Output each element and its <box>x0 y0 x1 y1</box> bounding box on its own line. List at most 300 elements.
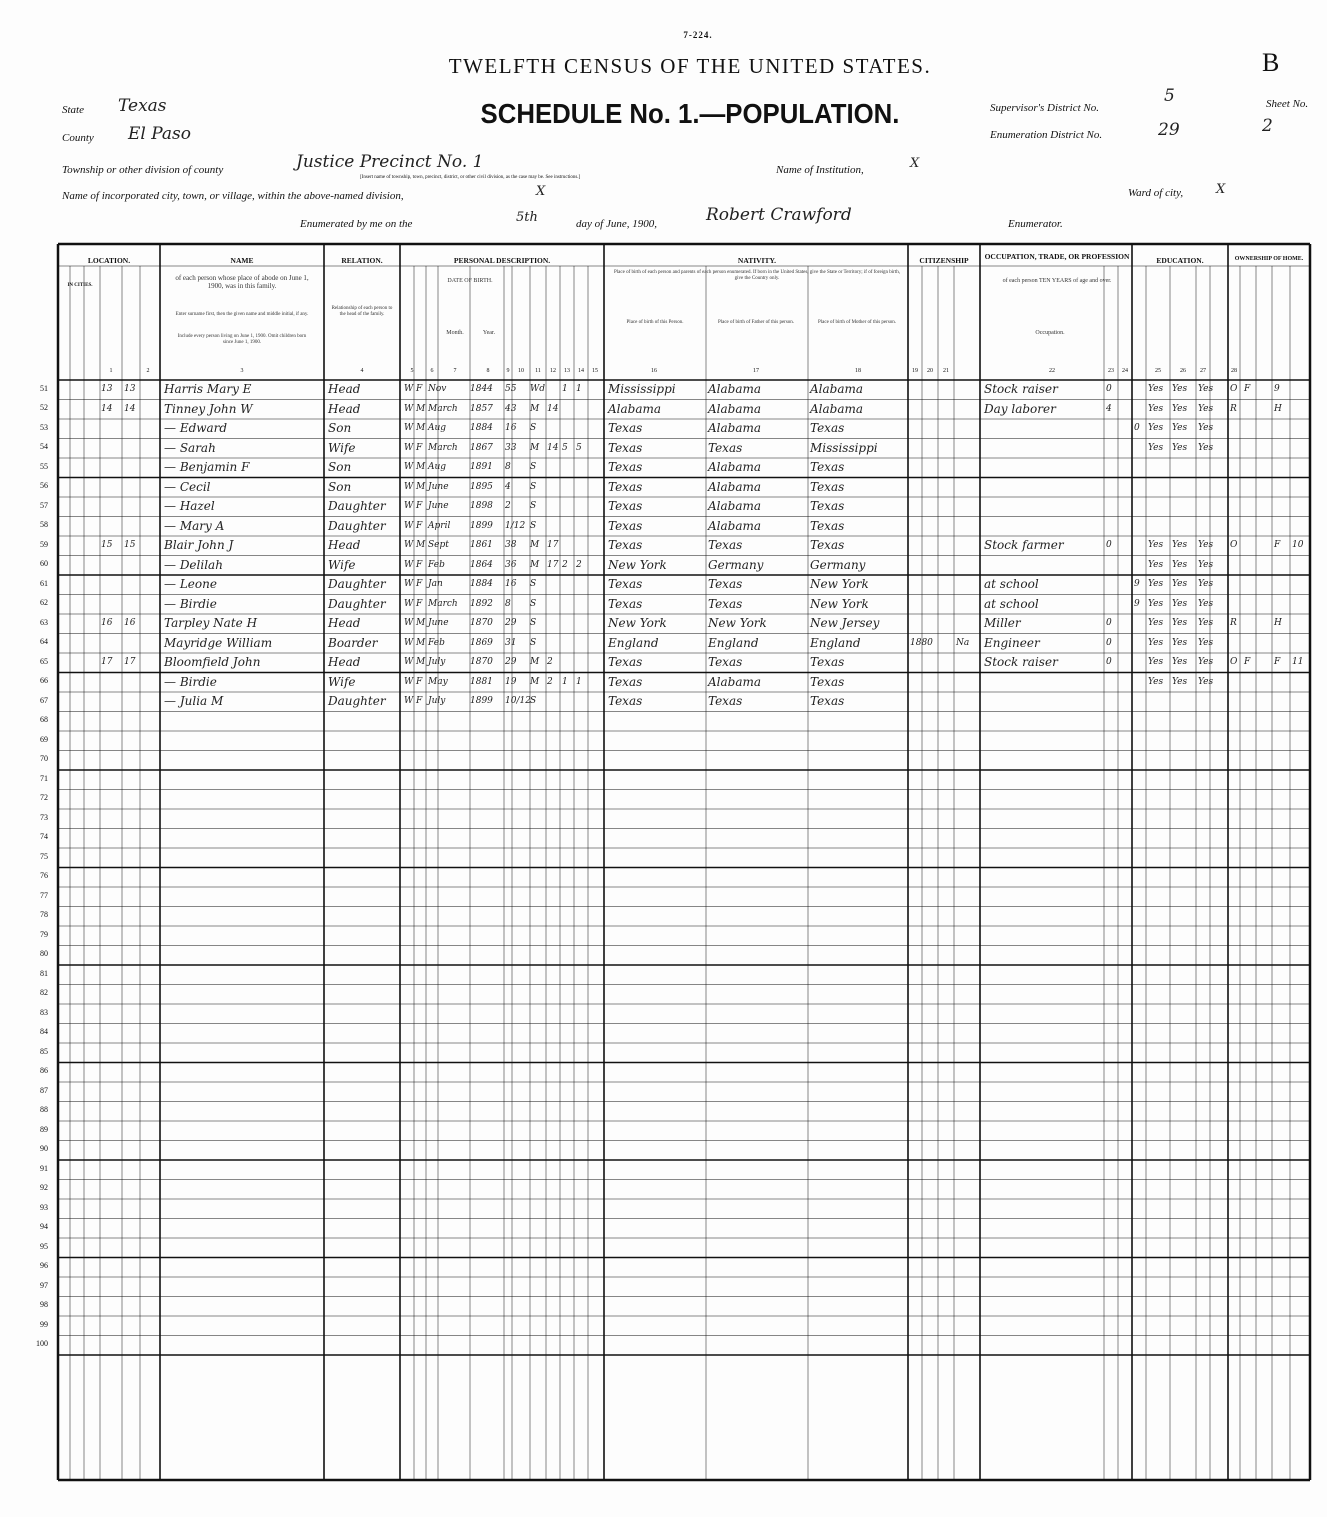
mother-birth-place: England <box>810 635 861 650</box>
column-number: 11 <box>535 368 541 374</box>
column-number: 20 <box>927 368 933 374</box>
father-birth-place: Texas <box>708 440 743 455</box>
can-write: Yes <box>1172 559 1188 570</box>
father-birth-place: Alabama <box>708 499 762 513</box>
color: W <box>404 501 414 511</box>
mother-birth-place: Texas <box>810 538 845 552</box>
marital-status: M <box>530 540 540 550</box>
birth-place: New York <box>608 557 667 572</box>
family-number: 14 <box>124 403 136 414</box>
birth-father-header: Place of birth of Father of this person. <box>717 320 795 325</box>
age: 2 <box>505 501 511 511</box>
occupation: at school <box>984 577 1039 591</box>
can-write: Yes <box>1172 540 1188 550</box>
sex: F <box>416 579 423 589</box>
father-birth-place: Texas <box>708 655 743 669</box>
birth-year: 1884 <box>470 423 493 433</box>
can-read: Yes <box>1148 559 1164 570</box>
months-school: 9 <box>1134 579 1140 589</box>
father-birth-place: Texas <box>708 577 743 591</box>
can-read: Yes <box>1148 423 1164 433</box>
relation: Son <box>328 421 352 435</box>
birth-place: Texas <box>608 460 643 474</box>
column-number: 13 <box>564 368 570 374</box>
birth-place: England <box>608 635 659 650</box>
occupation: Day laborer <box>984 401 1056 416</box>
farm-schedule-number: 10 <box>1292 540 1304 550</box>
age: 31 <box>505 637 517 648</box>
free-mortgaged: F <box>1244 384 1251 394</box>
line-number: 60 <box>40 559 48 569</box>
mother-birth-place: Texas <box>810 499 845 513</box>
mother-birth-place: New York <box>810 596 869 611</box>
sex: F <box>416 696 423 706</box>
line-number: 98 <box>40 1300 48 1310</box>
color: W <box>404 442 414 453</box>
occupation-subheader: of each person TEN YEARS of age and over. <box>1002 278 1112 284</box>
age: 16 <box>505 423 517 433</box>
line-number: 94 <box>40 1222 48 1232</box>
line-number: 68 <box>40 715 48 725</box>
years-married: 14 <box>547 403 559 414</box>
can-write: Yes <box>1172 442 1188 453</box>
column-number: 14 <box>578 368 584 374</box>
birth-year: 1899 <box>470 696 493 706</box>
color: W <box>404 540 414 550</box>
marital-status: M <box>530 657 540 667</box>
birth-place: Mississippi <box>608 382 676 396</box>
months-unemployed: 0 <box>1106 384 1112 394</box>
marital-status: M <box>530 676 540 687</box>
father-birth-place: Germany <box>708 557 764 572</box>
occupation: at school <box>984 596 1039 611</box>
line-number: 75 <box>40 851 48 861</box>
mother-birth-place: Texas <box>810 655 845 669</box>
sex: F <box>416 442 423 453</box>
township-value: Justice Precinct No. 1 <box>296 152 484 172</box>
can-write: Yes <box>1172 403 1188 414</box>
dwelling-number: 16 <box>101 618 113 628</box>
person-name: — Hazel <box>164 499 215 513</box>
speaks-english: Yes <box>1198 559 1214 570</box>
birth-month: June <box>428 618 449 628</box>
relation: Daughter <box>328 577 386 591</box>
speaks-english: Yes <box>1198 384 1214 394</box>
column-number: 23 <box>1108 368 1114 374</box>
mother-birth-place: Texas <box>810 460 845 474</box>
birth-place: Texas <box>608 421 643 435</box>
marital-status: S <box>530 618 537 628</box>
color: W <box>404 520 414 531</box>
birth-year: 1898 <box>470 501 493 511</box>
relation: Head <box>328 616 361 630</box>
line-number: 57 <box>40 500 48 510</box>
family-number: 13 <box>124 384 136 394</box>
color: W <box>404 598 414 609</box>
birth-place: Alabama <box>608 401 662 416</box>
line-number: 58 <box>40 520 48 530</box>
name-header: NAME <box>230 256 254 265</box>
relation: Head <box>328 538 361 552</box>
age: 19 <box>505 676 517 687</box>
birth-month: March <box>428 442 458 453</box>
owned-rented: R <box>1230 403 1237 414</box>
sex: F <box>416 676 423 687</box>
line-number: 61 <box>40 578 48 588</box>
birth-month: Jan <box>428 579 443 589</box>
sex: M <box>416 462 426 472</box>
can-read: Yes <box>1148 618 1164 628</box>
day-label: day of June, 1900, <box>576 218 657 230</box>
line-number: 85 <box>40 1046 48 1056</box>
marital-status: Wd <box>530 384 546 394</box>
enumerated-day: 5th <box>516 210 538 225</box>
birth-person-header: Place of birth of this Person. <box>626 320 684 325</box>
line-number: 83 <box>40 1007 48 1017</box>
mother-birth-place: Texas <box>810 694 845 708</box>
person-name: — Mary A <box>164 518 225 533</box>
institution-value: X <box>910 156 920 171</box>
birth-year: 1881 <box>470 676 493 687</box>
marital-status: S <box>530 637 537 648</box>
children-living: 1 <box>576 676 582 687</box>
person-name: — Delilah <box>164 557 223 572</box>
children-born: 1 <box>562 384 568 394</box>
birth-place: Texas <box>608 596 643 611</box>
column-number: 15 <box>592 368 598 374</box>
birth-month: March <box>428 403 458 414</box>
dwelling-number: 14 <box>101 403 113 414</box>
months-school: 9 <box>1134 598 1140 609</box>
marital-status: S <box>530 520 537 531</box>
relation: Son <box>328 460 352 474</box>
line-number: 88 <box>40 1105 48 1115</box>
nativity-header: NATIVITY. <box>737 256 777 265</box>
sheet-no-label: Sheet No. <box>1266 98 1309 110</box>
birth-month: Feb <box>428 637 445 648</box>
line-number: 86 <box>40 1066 48 1076</box>
speaks-english: Yes <box>1198 618 1214 628</box>
birth-year: 1867 <box>470 442 493 453</box>
years-married: 17 <box>547 540 559 550</box>
marital-status: S <box>530 579 537 589</box>
farm-house: F <box>1274 540 1281 550</box>
person-name: Tarpley Nate H <box>164 616 258 630</box>
color: W <box>404 423 414 433</box>
enumeration-value: 29 <box>1158 120 1180 140</box>
farm-house: 9 <box>1274 384 1280 394</box>
birth-year: 1895 <box>470 481 493 492</box>
birth-year: 1884 <box>470 579 493 589</box>
relation: Daughter <box>328 596 386 611</box>
months-school: 0 <box>1134 423 1140 433</box>
father-birth-place: Alabama <box>708 401 762 416</box>
family-number: 17 <box>124 657 136 667</box>
father-birth-place: England <box>708 635 759 650</box>
owned-rented: R <box>1230 618 1237 628</box>
father-birth-place: Alabama <box>708 460 762 474</box>
column-number: 8 <box>486 368 490 374</box>
can-write: Yes <box>1172 657 1188 667</box>
occupation-header: OCCUPATION, TRADE, OR PROFESSION <box>984 252 1130 261</box>
ward-value: X <box>1216 182 1226 197</box>
person-name: Tinney John W <box>164 401 253 416</box>
column-number: 18 <box>855 368 861 374</box>
marital-status: S <box>530 462 537 472</box>
person-name: — Leone <box>164 577 217 591</box>
line-number: 78 <box>40 910 48 920</box>
relation: Son <box>328 479 352 494</box>
line-number: 66 <box>40 676 48 686</box>
form-number: 7-224. <box>683 30 713 40</box>
person-name: Mayridge William <box>164 635 273 650</box>
can-write: Yes <box>1172 579 1188 589</box>
marital-status: M <box>530 559 540 570</box>
enumerator-label: Enumerator. <box>1008 218 1063 230</box>
children-living: 1 <box>576 384 582 394</box>
can-read: Yes <box>1148 676 1164 687</box>
birth-month: July <box>428 657 446 667</box>
owned-rented: O <box>1230 384 1238 394</box>
years-married: 2 <box>547 657 553 667</box>
marital-status: S <box>530 598 537 609</box>
occupation: Stock raiser <box>984 655 1058 669</box>
person-name: Bloomfield John <box>164 655 261 669</box>
birth-month: June <box>428 501 449 511</box>
personal-description-header: PERSONAL DESCRIPTION. <box>453 256 551 265</box>
line-number: 59 <box>40 539 48 549</box>
mother-birth-place: Germany <box>810 557 866 572</box>
birth-place: Texas <box>608 479 643 494</box>
birth-month: March <box>428 598 458 609</box>
relation: Daughter <box>328 499 386 513</box>
months-unemployed: 0 <box>1106 618 1112 628</box>
birth-month: June <box>428 481 449 492</box>
marital-status: S <box>530 696 537 706</box>
relation: Wife <box>328 557 356 572</box>
mother-birth-place: Texas <box>810 479 845 494</box>
line-number: 71 <box>40 773 48 783</box>
relation: Daughter <box>328 694 386 708</box>
can-read: Yes <box>1148 657 1164 667</box>
column-number: 5 <box>410 368 414 374</box>
color: W <box>404 696 414 706</box>
county-value: El Paso <box>128 124 192 144</box>
color: W <box>404 403 414 414</box>
birth-year: 1864 <box>470 559 493 570</box>
name-note-2: Include every person living on June 1, 1900. Omit children born since June 1, 1900. <box>177 334 307 345</box>
can-write: Yes <box>1172 423 1188 433</box>
relation: Daughter <box>328 518 386 533</box>
line-number: 62 <box>40 598 48 608</box>
color: W <box>404 384 414 394</box>
line-number: 96 <box>40 1261 48 1271</box>
marital-status: S <box>530 501 537 511</box>
sex: M <box>416 618 426 628</box>
free-mortgaged: F <box>1244 657 1251 667</box>
person-name: — Edward <box>164 421 228 435</box>
birth-month: Nov <box>428 384 447 394</box>
line-number: 52 <box>40 403 48 413</box>
mother-birth-place: Texas <box>810 674 845 689</box>
farm-house: F <box>1274 657 1281 667</box>
relation: Wife <box>328 674 356 689</box>
relation-header: RELATION. <box>341 256 383 265</box>
sex: F <box>416 520 423 531</box>
nativity-subheader: Place of birth of each person and parents of each person enumerated. If born in the United States, give the State or Territory; if of foreign birth, give the Country only. <box>614 270 900 281</box>
father-birth-place: Texas <box>708 694 743 708</box>
mother-birth-place: New Jersey <box>810 616 880 630</box>
person-name: — Benjamin F <box>164 460 250 474</box>
line-number: 89 <box>40 1124 48 1134</box>
line-number: 54 <box>40 442 48 452</box>
occupation-column-header: Occupation. <box>1035 330 1065 336</box>
supervisor-value: 5 <box>1164 86 1175 106</box>
birth-place: Texas <box>608 655 643 669</box>
father-birth-place: Alabama <box>708 518 762 533</box>
father-birth-place: Alabama <box>708 421 762 435</box>
owned-rented: O <box>1230 657 1238 667</box>
marital-status: M <box>530 442 540 453</box>
relation: Wife <box>328 440 356 455</box>
line-number: 70 <box>40 754 48 764</box>
birth-year: 1892 <box>470 598 493 609</box>
township-note: [Insert name of township, town, precinct, district, or other civil division, as the case may be. See instructions.] <box>360 175 581 180</box>
year-header: Year. <box>482 330 496 336</box>
occupation: Engineer <box>984 635 1040 650</box>
ward-label: Ward of city, <box>1128 187 1184 199</box>
column-number: 9 <box>506 368 510 374</box>
age: 8 <box>505 462 511 472</box>
relation-subheader: Relationship of each person to the head of the family. <box>331 306 393 317</box>
birth-month: Feb <box>428 559 445 570</box>
citizenship-header: CITIZENSHIP <box>919 256 969 265</box>
speaks-english: Yes <box>1198 657 1214 667</box>
occupation: Stock farmer <box>984 538 1064 552</box>
birth-month: Sept <box>428 540 449 550</box>
birth-place: Texas <box>608 440 643 455</box>
enumerated-label: Enumerated by me on the <box>300 218 413 230</box>
line-number: 51 <box>40 383 48 393</box>
line-number: 56 <box>40 481 48 491</box>
months-unemployed: 4 <box>1106 403 1112 414</box>
sex: M <box>416 637 426 648</box>
age: 29 <box>505 657 517 667</box>
mother-birth-place: Texas <box>810 518 845 533</box>
line-number: 99 <box>40 1319 48 1329</box>
column-number: 4 <box>360 368 364 374</box>
sex: M <box>416 403 426 414</box>
column-number: 26 <box>1180 368 1186 374</box>
person-name: — Sarah <box>164 440 216 455</box>
mother-birth-place: Texas <box>810 421 845 435</box>
color: W <box>404 559 414 570</box>
can-read: Yes <box>1148 403 1164 414</box>
birth-place: Texas <box>608 577 643 591</box>
birth-month: July <box>428 696 446 706</box>
name-note-1: Enter surname first, then the given name and middle initial, if any. <box>175 312 309 317</box>
line-number: 84 <box>40 1027 48 1037</box>
marital-status: M <box>530 403 540 414</box>
sex: F <box>416 501 423 511</box>
speaks-english: Yes <box>1198 676 1214 687</box>
column-number: 2 <box>146 368 150 374</box>
line-number: 79 <box>40 929 48 939</box>
farm-house: H <box>1274 403 1282 414</box>
color: W <box>404 462 414 472</box>
line-number: 72 <box>40 793 48 803</box>
immigration-year: 1880 <box>910 637 933 648</box>
children-living: 5 <box>576 442 582 453</box>
color: W <box>404 637 414 648</box>
column-number: 19 <box>912 368 918 374</box>
sex: M <box>416 423 426 433</box>
line-number: 77 <box>40 890 48 900</box>
occupation: Stock raiser <box>984 382 1058 396</box>
speaks-english: Yes <box>1198 598 1214 609</box>
person-name: — Birdie <box>164 674 217 689</box>
column-number: 1 <box>109 368 113 374</box>
can-write: Yes <box>1172 618 1188 628</box>
father-birth-place: Alabama <box>708 382 762 396</box>
birth-month: April <box>428 520 451 531</box>
line-number: 93 <box>40 1202 48 1212</box>
column-number: 17 <box>753 368 759 374</box>
birth-place: Texas <box>608 674 643 689</box>
line-number: 64 <box>40 637 48 647</box>
person-name: — Cecil <box>164 479 211 494</box>
date-of-birth-header: DATE OF BIRTH. <box>447 278 493 284</box>
children-living: 2 <box>576 559 582 570</box>
age: 4 <box>505 481 511 492</box>
owned-rented: O <box>1230 540 1238 550</box>
years-married: 17 <box>547 559 559 570</box>
marital-status: S <box>530 423 537 433</box>
birth-place: Texas <box>608 518 643 533</box>
column-number: 6 <box>430 368 434 374</box>
mother-birth-place: Mississippi <box>810 440 878 455</box>
schedule-title: SCHEDULE No. 1.—POPULATION. <box>480 98 900 129</box>
column-number: 21 <box>943 368 949 374</box>
birth-month: Aug <box>428 423 447 433</box>
age: 29 <box>505 618 517 628</box>
column-number: 22 <box>1049 368 1055 374</box>
column-number: 3 <box>240 368 244 374</box>
dwelling-number: 17 <box>101 657 113 667</box>
can-read: Yes <box>1148 442 1164 453</box>
speaks-english: Yes <box>1198 637 1214 648</box>
supervisor-label: Supervisor's District No. <box>990 102 1099 114</box>
line-number: 76 <box>40 871 48 881</box>
can-write: Yes <box>1172 637 1188 648</box>
naturalization: Na <box>956 637 970 648</box>
mother-birth-place: New York <box>810 577 869 591</box>
line-number: 69 <box>40 734 48 744</box>
line-number: 63 <box>40 617 48 627</box>
relation: Boarder <box>328 635 378 650</box>
line-number: 92 <box>40 1183 48 1193</box>
birth-year: 1869 <box>470 637 493 648</box>
birth-month: Aug <box>428 462 447 472</box>
state-label: State <box>62 104 84 116</box>
months-unemployed: 0 <box>1106 637 1112 648</box>
marital-status: S <box>530 481 537 492</box>
column-number: 28 <box>1231 368 1237 374</box>
line-number: 81 <box>40 968 48 978</box>
in-cities-header: IN CITIES. <box>67 283 93 288</box>
relation: Head <box>328 655 361 669</box>
sex: F <box>416 598 423 609</box>
